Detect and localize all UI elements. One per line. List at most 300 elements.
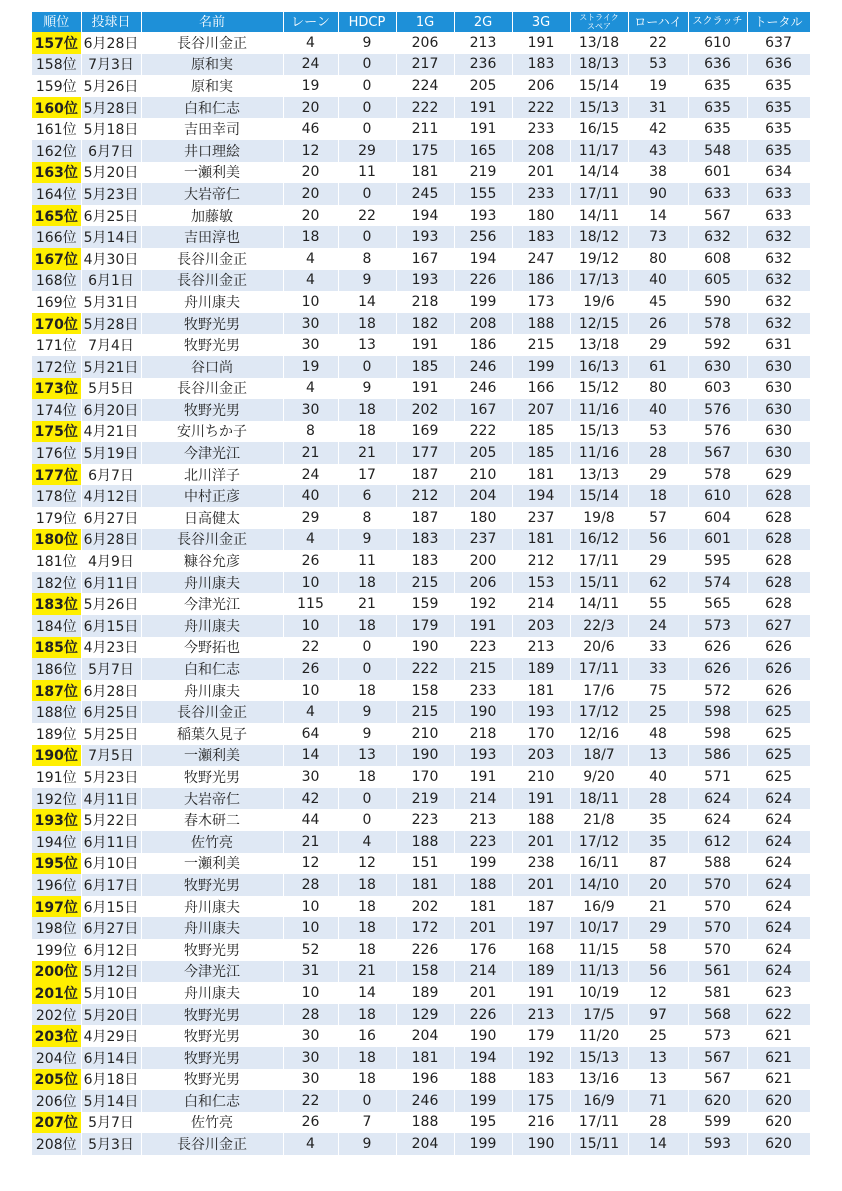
game2-cell: 204	[454, 485, 512, 507]
date-cell: 4月30日	[81, 248, 141, 270]
game2-cell: 180	[454, 507, 512, 529]
game1-cell: 158	[396, 961, 454, 983]
rank-cell: 179位	[32, 507, 81, 529]
game3-cell: 213	[512, 637, 570, 659]
lane-cell: 22	[283, 637, 338, 659]
strike-spare-cell: 19/12	[570, 248, 628, 270]
game2-cell: 199	[454, 291, 512, 313]
total-cell: 630	[747, 356, 810, 378]
strike-spare-cell: 10/17	[570, 917, 628, 939]
table-row	[32, 809, 810, 831]
date-cell: 5月3日	[81, 1133, 141, 1155]
rank-cell: 182位	[32, 572, 81, 594]
lane-cell: 14	[283, 745, 338, 767]
header-game3: 3G	[512, 12, 570, 32]
lane-cell: 12	[283, 853, 338, 875]
strike-spare-cell: 9/20	[570, 766, 628, 788]
game2-cell: 176	[454, 939, 512, 961]
strike-spare-cell: 13/13	[570, 464, 628, 486]
game3-cell: 237	[512, 507, 570, 529]
rank-cell: 172位	[32, 356, 81, 378]
table-row	[32, 593, 810, 615]
table-row	[32, 1004, 810, 1026]
date-cell: 4月12日	[81, 485, 141, 507]
game1-cell: 151	[396, 853, 454, 875]
total-cell: 630	[747, 421, 810, 443]
strike-spare-cell: 15/13	[570, 421, 628, 443]
low-high-cell: 61	[628, 356, 688, 378]
game2-cell: 199	[454, 853, 512, 875]
game1-cell: 196	[396, 1069, 454, 1091]
total-cell: 624	[747, 809, 810, 831]
strike-spare-cell: 14/14	[570, 162, 628, 184]
rank-cell: 169位	[32, 291, 81, 313]
game1-cell: 215	[396, 572, 454, 594]
rank-cell: 158位	[32, 54, 81, 76]
strike-spare-cell: 16/15	[570, 118, 628, 140]
game2-cell: 219	[454, 162, 512, 184]
date-cell: 5月20日	[81, 162, 141, 184]
game3-cell: 201	[512, 831, 570, 853]
low-high-cell: 48	[628, 723, 688, 745]
date-cell: 6月1日	[81, 270, 141, 292]
strike-spare-cell: 14/10	[570, 874, 628, 896]
rank-cell: 166位	[32, 226, 81, 248]
table-row	[32, 529, 810, 551]
header-game2: 2G	[454, 12, 512, 32]
table-row	[32, 701, 810, 723]
hdcp-cell: 13	[338, 745, 396, 767]
scratch-cell: 595	[688, 550, 747, 572]
hdcp-cell: 0	[338, 75, 396, 97]
rank-cell: 174位	[32, 399, 81, 421]
game1-cell: 217	[396, 54, 454, 76]
game2-cell: 188	[454, 874, 512, 896]
total-cell: 622	[747, 1004, 810, 1026]
scratch-cell: 624	[688, 788, 747, 810]
rank-cell: 198位	[32, 917, 81, 939]
name-cell: 牧野光男	[141, 334, 283, 356]
low-high-cell: 53	[628, 54, 688, 76]
game1-cell: 181	[396, 162, 454, 184]
header-row	[32, 12, 810, 32]
low-high-cell: 13	[628, 1047, 688, 1069]
table-row	[32, 917, 810, 939]
name-cell: 大岩帝仁	[141, 183, 283, 205]
lane-cell: 12	[283, 140, 338, 162]
strike-spare-cell: 17/12	[570, 701, 628, 723]
rank-cell: 187位	[32, 680, 81, 702]
game2-cell: 246	[454, 378, 512, 400]
game1-cell: 190	[396, 637, 454, 659]
name-cell: 谷口尚	[141, 356, 283, 378]
table-row	[32, 54, 810, 76]
scratch-cell: 568	[688, 1004, 747, 1026]
rank-cell: 192位	[32, 788, 81, 810]
scratch-cell: 626	[688, 658, 747, 680]
table-row	[32, 248, 810, 270]
rank-cell: 170位	[32, 313, 81, 335]
game2-cell: 214	[454, 788, 512, 810]
game2-cell: 191	[454, 118, 512, 140]
name-cell: 長谷川金正	[141, 270, 283, 292]
scratch-cell: 592	[688, 334, 747, 356]
rank-cell: 205位	[32, 1069, 81, 1091]
game2-cell: 201	[454, 982, 512, 1004]
total-cell: 624	[747, 853, 810, 875]
scratch-cell: 632	[688, 226, 747, 248]
strike-spare-cell: 12/16	[570, 723, 628, 745]
scratch-cell: 610	[688, 485, 747, 507]
game1-cell: 172	[396, 917, 454, 939]
game1-cell: 181	[396, 1047, 454, 1069]
name-cell: 一瀬利美	[141, 853, 283, 875]
game1-cell: 219	[396, 788, 454, 810]
game2-cell: 205	[454, 442, 512, 464]
strike-spare-cell: 18/7	[570, 745, 628, 767]
total-cell: 621	[747, 1047, 810, 1069]
low-high-cell: 35	[628, 809, 688, 831]
name-cell: 舟川康夫	[141, 615, 283, 637]
lane-cell: 24	[283, 464, 338, 486]
date-cell: 6月28日	[81, 680, 141, 702]
total-cell: 630	[747, 378, 810, 400]
name-cell: 吉田淳也	[141, 226, 283, 248]
lane-cell: 30	[283, 399, 338, 421]
lane-cell: 4	[283, 32, 338, 54]
total-cell: 629	[747, 464, 810, 486]
scratch-cell: 548	[688, 140, 747, 162]
game1-cell: 212	[396, 485, 454, 507]
game2-cell: 256	[454, 226, 512, 248]
game3-cell: 191	[512, 788, 570, 810]
date-cell: 5月7日	[81, 1112, 141, 1134]
game1-cell: 167	[396, 248, 454, 270]
hdcp-cell: 0	[338, 54, 396, 76]
scratch-cell: 567	[688, 205, 747, 227]
low-high-cell: 58	[628, 939, 688, 961]
strike-spare-cell: 19/8	[570, 507, 628, 529]
strike-spare-cell: 19/6	[570, 291, 628, 313]
low-high-cell: 45	[628, 291, 688, 313]
table-row	[32, 982, 810, 1004]
lane-cell: 26	[283, 658, 338, 680]
strike-spare-cell: 20/6	[570, 637, 628, 659]
table-row	[32, 1112, 810, 1134]
name-cell: 今津光江	[141, 593, 283, 615]
game2-cell: 195	[454, 1112, 512, 1134]
total-cell: 624	[747, 831, 810, 853]
table-row	[32, 226, 810, 248]
strike-spare-cell: 11/16	[570, 399, 628, 421]
rank-cell: 178位	[32, 485, 81, 507]
hdcp-cell: 13	[338, 334, 396, 356]
header-date: 投球日	[81, 12, 141, 32]
hdcp-cell: 8	[338, 507, 396, 529]
game1-cell: 223	[396, 809, 454, 831]
lane-cell: 30	[283, 313, 338, 335]
strike-spare-cell: 17/13	[570, 270, 628, 292]
hdcp-cell: 9	[338, 1133, 396, 1155]
rank-cell: 167位	[32, 248, 81, 270]
game1-cell: 202	[396, 896, 454, 918]
hdcp-cell: 18	[338, 1047, 396, 1069]
rank-cell: 175位	[32, 421, 81, 443]
table-row	[32, 485, 810, 507]
table-row	[32, 1047, 810, 1069]
game3-cell: 185	[512, 442, 570, 464]
table-row	[32, 939, 810, 961]
strike-spare-cell: 17/12	[570, 831, 628, 853]
scratch-cell: 576	[688, 421, 747, 443]
scratch-cell: 581	[688, 982, 747, 1004]
game2-cell: 190	[454, 1025, 512, 1047]
hdcp-cell: 17	[338, 464, 396, 486]
lane-cell: 4	[283, 1133, 338, 1155]
rank-cell: 203位	[32, 1025, 81, 1047]
hdcp-cell: 21	[338, 442, 396, 464]
strike-spare-cell: 16/9	[570, 1090, 628, 1112]
game2-cell: 208	[454, 313, 512, 335]
hdcp-cell: 22	[338, 205, 396, 227]
game3-cell: 203	[512, 745, 570, 767]
hdcp-cell: 18	[338, 1069, 396, 1091]
strike-spare-cell: 11/17	[570, 140, 628, 162]
game1-cell: 129	[396, 1004, 454, 1026]
hdcp-cell: 18	[338, 939, 396, 961]
game3-cell: 207	[512, 399, 570, 421]
game3-cell: 189	[512, 658, 570, 680]
game2-cell: 222	[454, 421, 512, 443]
game1-cell: 187	[396, 507, 454, 529]
rank-cell: 165位	[32, 205, 81, 227]
hdcp-cell: 21	[338, 961, 396, 983]
table-row	[32, 572, 810, 594]
rank-cell: 157位	[32, 32, 81, 54]
hdcp-cell: 18	[338, 399, 396, 421]
date-cell: 6月28日	[81, 529, 141, 551]
lane-cell: 10	[283, 572, 338, 594]
date-cell: 6月11日	[81, 831, 141, 853]
total-cell: 632	[747, 270, 810, 292]
name-cell: 長谷川金正	[141, 32, 283, 54]
game3-cell: 233	[512, 118, 570, 140]
date-cell: 5月26日	[81, 75, 141, 97]
low-high-cell: 18	[628, 485, 688, 507]
low-high-cell: 43	[628, 140, 688, 162]
hdcp-cell: 9	[338, 723, 396, 745]
table-row	[32, 97, 810, 119]
strike-spare-cell: 15/13	[570, 97, 628, 119]
game1-cell: 215	[396, 701, 454, 723]
game1-cell: 183	[396, 529, 454, 551]
scratch-cell: 588	[688, 853, 747, 875]
header-scratch: スクラッチ	[688, 12, 747, 32]
table-row	[32, 291, 810, 313]
game2-cell: 167	[454, 399, 512, 421]
game2-cell: 246	[454, 356, 512, 378]
lane-cell: 52	[283, 939, 338, 961]
name-cell: 大岩帝仁	[141, 788, 283, 810]
game3-cell: 190	[512, 1133, 570, 1155]
lane-cell: 30	[283, 334, 338, 356]
strike-spare-cell: 14/11	[570, 593, 628, 615]
date-cell: 5月20日	[81, 1004, 141, 1026]
rank-cell: 183位	[32, 593, 81, 615]
date-cell: 4月23日	[81, 637, 141, 659]
table-row	[32, 896, 810, 918]
game3-cell: 201	[512, 874, 570, 896]
scratch-cell: 567	[688, 1047, 747, 1069]
name-cell: 日高健太	[141, 507, 283, 529]
rank-cell: 164位	[32, 183, 81, 205]
name-cell: 舟川康夫	[141, 917, 283, 939]
table-row	[32, 658, 810, 680]
lane-cell: 4	[283, 270, 338, 292]
scratch-cell: 570	[688, 896, 747, 918]
table-row	[32, 961, 810, 983]
table-row	[32, 356, 810, 378]
scratch-cell: 576	[688, 399, 747, 421]
game2-cell: 213	[454, 32, 512, 54]
name-cell: 吉田幸司	[141, 118, 283, 140]
game1-cell: 190	[396, 745, 454, 767]
table-row	[32, 399, 810, 421]
total-cell: 620	[747, 1112, 810, 1134]
hdcp-cell: 6	[338, 485, 396, 507]
low-high-cell: 31	[628, 97, 688, 119]
scratch-cell: 635	[688, 75, 747, 97]
scratch-cell: 601	[688, 162, 747, 184]
header-game1: 1G	[396, 12, 454, 32]
strike-spare-cell: 10/19	[570, 982, 628, 1004]
game3-cell: 185	[512, 421, 570, 443]
hdcp-cell: 0	[338, 1090, 396, 1112]
lane-cell: 40	[283, 485, 338, 507]
game1-cell: 218	[396, 291, 454, 313]
hdcp-cell: 0	[338, 809, 396, 831]
scratch-cell: 570	[688, 939, 747, 961]
total-cell: 630	[747, 399, 810, 421]
hdcp-cell: 0	[338, 97, 396, 119]
game3-cell: 194	[512, 485, 570, 507]
table-row	[32, 162, 810, 184]
game1-cell: 170	[396, 766, 454, 788]
scratch-cell: 604	[688, 507, 747, 529]
date-cell: 5月19日	[81, 442, 141, 464]
date-cell: 6月17日	[81, 874, 141, 896]
rank-cell: 200位	[32, 961, 81, 983]
total-cell: 625	[747, 723, 810, 745]
table-row	[32, 550, 810, 572]
game1-cell: 210	[396, 723, 454, 745]
lane-cell: 20	[283, 97, 338, 119]
rank-cell: 204位	[32, 1047, 81, 1069]
game2-cell: 210	[454, 464, 512, 486]
scratch-cell: 605	[688, 270, 747, 292]
lane-cell: 20	[283, 162, 338, 184]
lane-cell: 46	[283, 118, 338, 140]
header-low-high: ローハイ	[628, 12, 688, 32]
lane-cell: 19	[283, 356, 338, 378]
date-cell: 5月14日	[81, 226, 141, 248]
date-cell: 6月25日	[81, 205, 141, 227]
date-cell: 6月10日	[81, 853, 141, 875]
game1-cell: 188	[396, 1112, 454, 1134]
date-cell: 5月5日	[81, 378, 141, 400]
scratch-cell: 624	[688, 809, 747, 831]
game3-cell: 214	[512, 593, 570, 615]
game1-cell: 222	[396, 658, 454, 680]
low-high-cell: 80	[628, 378, 688, 400]
date-cell: 5月14日	[81, 1090, 141, 1112]
date-cell: 4月9日	[81, 550, 141, 572]
total-cell: 626	[747, 637, 810, 659]
rank-cell: 188位	[32, 701, 81, 723]
low-high-cell: 28	[628, 788, 688, 810]
game1-cell: 182	[396, 313, 454, 335]
total-cell: 626	[747, 658, 810, 680]
scratch-cell: 573	[688, 1025, 747, 1047]
lane-cell: 115	[283, 593, 338, 615]
total-cell: 632	[747, 248, 810, 270]
lane-cell: 28	[283, 1004, 338, 1026]
date-cell: 6月7日	[81, 140, 141, 162]
total-cell: 637	[747, 32, 810, 54]
header-strike-label: ストライク	[579, 13, 619, 22]
table-row	[32, 421, 810, 443]
rank-cell: 173位	[32, 378, 81, 400]
scratch-cell: 598	[688, 723, 747, 745]
table-row	[32, 723, 810, 745]
rank-cell: 176位	[32, 442, 81, 464]
strike-spare-cell: 15/12	[570, 378, 628, 400]
lane-cell: 4	[283, 248, 338, 270]
name-cell: 舟川康夫	[141, 896, 283, 918]
total-cell: 624	[747, 939, 810, 961]
name-cell: 長谷川金正	[141, 529, 283, 551]
name-cell: 稲葉久見子	[141, 723, 283, 745]
game2-cell: 223	[454, 831, 512, 853]
lane-cell: 10	[283, 615, 338, 637]
name-cell: 牧野光男	[141, 874, 283, 896]
date-cell: 6月15日	[81, 615, 141, 637]
game3-cell: 208	[512, 140, 570, 162]
table-row	[32, 378, 810, 400]
lane-cell: 29	[283, 507, 338, 529]
low-high-cell: 38	[628, 162, 688, 184]
date-cell: 5月18日	[81, 118, 141, 140]
game1-cell: 188	[396, 831, 454, 853]
lane-cell: 10	[283, 917, 338, 939]
total-cell: 628	[747, 572, 810, 594]
date-cell: 6月20日	[81, 399, 141, 421]
strike-spare-cell: 15/13	[570, 1047, 628, 1069]
scratch-cell: 593	[688, 1133, 747, 1155]
low-high-cell: 12	[628, 982, 688, 1004]
table-row	[32, 788, 810, 810]
name-cell: 北川洋子	[141, 464, 283, 486]
hdcp-cell: 12	[338, 853, 396, 875]
game3-cell: 181	[512, 680, 570, 702]
name-cell: 原和実	[141, 75, 283, 97]
total-cell: 632	[747, 291, 810, 313]
scratch-cell: 599	[688, 1112, 747, 1134]
rank-cell: 163位	[32, 162, 81, 184]
scratch-cell: 571	[688, 766, 747, 788]
table-row	[32, 205, 810, 227]
game1-cell: 187	[396, 464, 454, 486]
